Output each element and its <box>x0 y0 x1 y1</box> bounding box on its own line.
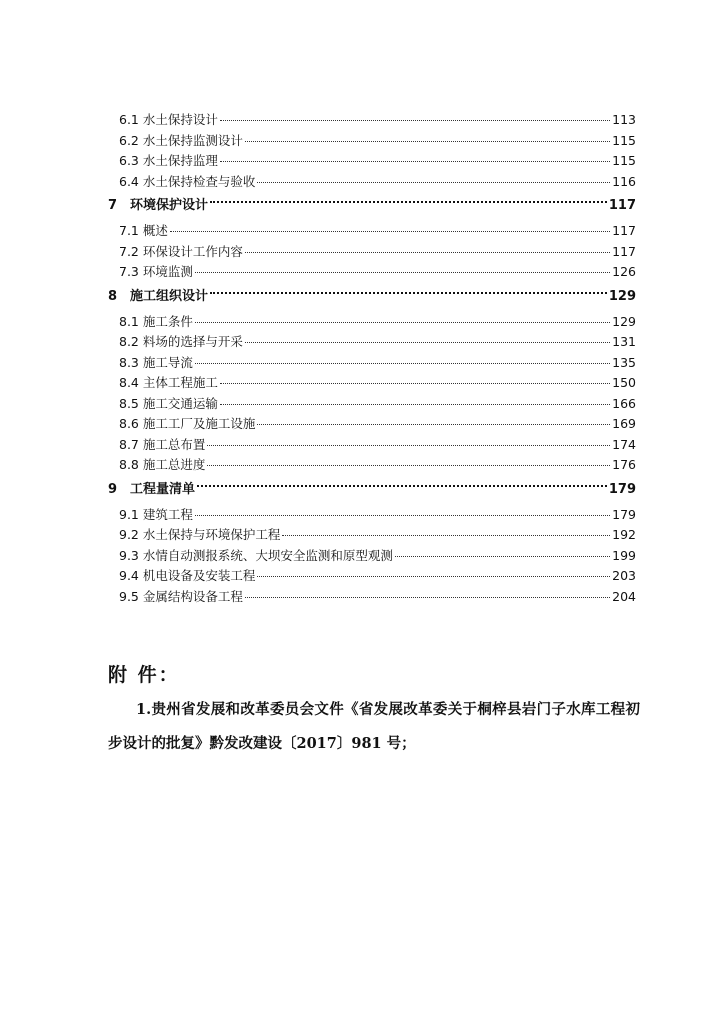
toc-number: 8.5 <box>119 395 139 411</box>
toc-title: 水土保持与环境保护工程 <box>142 527 281 542</box>
toc-page-number: 176 <box>612 457 636 472</box>
toc-section-entry[interactable] <box>108 546 636 567</box>
toc-number: 8.1 <box>119 313 139 329</box>
toc-number: 8.3 <box>119 354 139 370</box>
toc-title: 机电设备及安装工程 <box>142 568 256 583</box>
toc-section-entry[interactable] <box>108 414 636 435</box>
toc-title: 工程量清单 <box>130 481 196 497</box>
toc-section-entry[interactable] <box>108 332 636 353</box>
toc-leader-dots <box>170 219 610 232</box>
toc-section-entry[interactable] <box>108 394 636 415</box>
toc-number: 6.3 <box>119 153 139 168</box>
toc-number: 8 <box>108 288 118 304</box>
toc-section-entry[interactable] <box>108 566 636 587</box>
toc-title: 施工总布置 <box>142 436 206 452</box>
toc-page-number: 129 <box>608 288 636 304</box>
toc-page-number: 117 <box>612 223 636 238</box>
toc-page-number: 166 <box>612 395 636 411</box>
toc-section-entry[interactable] <box>108 587 636 608</box>
toc-number: 9 <box>108 481 118 497</box>
toc-page-number: 135 <box>612 354 636 370</box>
toc-title: 金属结构设备工程 <box>142 588 243 604</box>
toc-title: 概述 <box>142 223 168 238</box>
toc-number: 8.2 <box>119 334 139 349</box>
toc-number: 9.2 <box>119 527 139 542</box>
toc-number: 6.2 <box>119 132 139 148</box>
toc-number: 8.8 <box>119 457 139 472</box>
attachments-heading: 附 件： <box>108 664 180 686</box>
toc-page-number: 115 <box>612 132 636 148</box>
toc-leader-dots <box>245 330 610 343</box>
toc-chapter-entry[interactable] <box>108 476 636 504</box>
toc-title: 施工组织设计 <box>130 288 209 304</box>
toc-page-number: 169 <box>612 416 636 431</box>
toc-title: 环境保护设计 <box>130 198 209 213</box>
table-of-contents <box>108 110 636 607</box>
toc-section-entry[interactable] <box>108 505 636 526</box>
toc-leader-dots <box>245 585 610 598</box>
toc-page-number: 203 <box>612 568 636 583</box>
toc-number: 6.1 <box>119 112 139 127</box>
toc-leader-dots <box>220 371 610 384</box>
toc-title: 环保设计工作内容 <box>142 243 243 259</box>
toc-title: 水土保持设计 <box>142 112 218 127</box>
toc-title: 施工总进度 <box>142 457 206 472</box>
toc-page-number: 179 <box>612 506 636 522</box>
toc-number: 8.6 <box>119 416 139 431</box>
toc-leader-dots <box>210 189 607 203</box>
toc-number: 9.4 <box>119 568 139 583</box>
toc-page-number: 179 <box>608 481 636 497</box>
toc-page-number: 117 <box>612 243 636 259</box>
toc-chapter-entry[interactable] <box>108 283 636 311</box>
toc-number: 9.1 <box>119 506 139 522</box>
toc-page-number: 174 <box>612 436 636 452</box>
toc-title: 建筑工程 <box>142 506 193 522</box>
toc-page-number: 117 <box>608 198 636 213</box>
toc-leader-dots <box>207 433 610 446</box>
toc-chapter-entry[interactable] <box>108 192 636 220</box>
toc-title: 主体工程施工 <box>142 375 218 390</box>
toc-title: 施工条件 <box>142 313 193 329</box>
toc-page-number: 126 <box>612 264 636 279</box>
toc-number: 7.1 <box>119 223 139 238</box>
toc-number: 6.4 <box>119 173 139 189</box>
toc-section-entry[interactable] <box>108 312 636 333</box>
toc-section-entry[interactable] <box>108 435 636 456</box>
toc-title: 水土保持检查与验收 <box>142 173 256 189</box>
toc-number: 7 <box>108 198 118 213</box>
toc-title: 环境监测 <box>142 264 193 279</box>
toc-leader-dots <box>220 108 610 121</box>
toc-page-number: 129 <box>612 313 636 329</box>
toc-leader-dots <box>220 149 610 162</box>
toc-page-number: 199 <box>612 547 636 563</box>
toc-title: 施工工厂及施工设施 <box>142 416 256 431</box>
toc-title: 施工导流 <box>142 354 193 370</box>
toc-section-entry[interactable] <box>108 221 636 242</box>
toc-leader-dots <box>395 544 610 557</box>
toc-title: 水土保持监理 <box>142 153 218 168</box>
toc-leader-dots <box>257 412 610 425</box>
toc-title: 料场的选择与开采 <box>142 334 243 349</box>
toc-leader-dots <box>210 280 607 294</box>
toc-number: 7.3 <box>119 264 139 279</box>
toc-page-number: 192 <box>612 527 636 542</box>
toc-page-number: 116 <box>612 173 636 189</box>
toc-number: 9.3 <box>119 547 139 563</box>
toc-number: 8.4 <box>119 375 139 390</box>
toc-title: 施工交通运输 <box>142 395 218 411</box>
toc-number: 9.5 <box>119 588 139 604</box>
toc-section-entry[interactable] <box>108 353 636 374</box>
toc-leader-dots <box>195 260 610 273</box>
toc-leader-dots <box>245 240 610 253</box>
toc-number: 7.2 <box>119 243 139 259</box>
toc-section-entry[interactable] <box>108 525 636 546</box>
toc-leader-dots <box>257 170 610 183</box>
toc-title: 水情自动测报系统、大坝安全监测和原型观测 <box>142 547 393 563</box>
toc-leader-dots <box>207 453 610 466</box>
attachment-item: 1.贵州省发展和改革委员会文件《省发展改革委关于桐梓县岩门子水库工程初步设计的批复》黔发改建设〔2017〕981 号； <box>108 701 640 752</box>
toc-page-number: 115 <box>612 153 636 168</box>
toc-page-number: 150 <box>612 375 636 390</box>
toc-title: 水土保持监测设计 <box>142 132 243 148</box>
toc-section-entry[interactable] <box>108 242 636 263</box>
toc-page-number: 131 <box>612 334 636 349</box>
toc-leader-dots <box>282 523 610 536</box>
toc-page-number: 204 <box>612 588 636 604</box>
toc-section-entry[interactable] <box>108 373 636 394</box>
toc-section-entry[interactable] <box>108 110 636 131</box>
toc-leader-dots <box>195 503 610 516</box>
toc-leader-dots <box>195 310 610 323</box>
toc-page-number: 113 <box>612 112 636 127</box>
toc-leader-dots <box>257 564 610 577</box>
toc-leader-dots <box>245 129 610 142</box>
toc-number: 8.7 <box>119 436 139 452</box>
toc-leader-dots <box>197 473 607 487</box>
toc-section-entry[interactable] <box>108 151 636 172</box>
toc-leader-dots <box>195 351 610 364</box>
toc-leader-dots <box>220 392 610 405</box>
toc-section-entry[interactable] <box>108 131 636 152</box>
